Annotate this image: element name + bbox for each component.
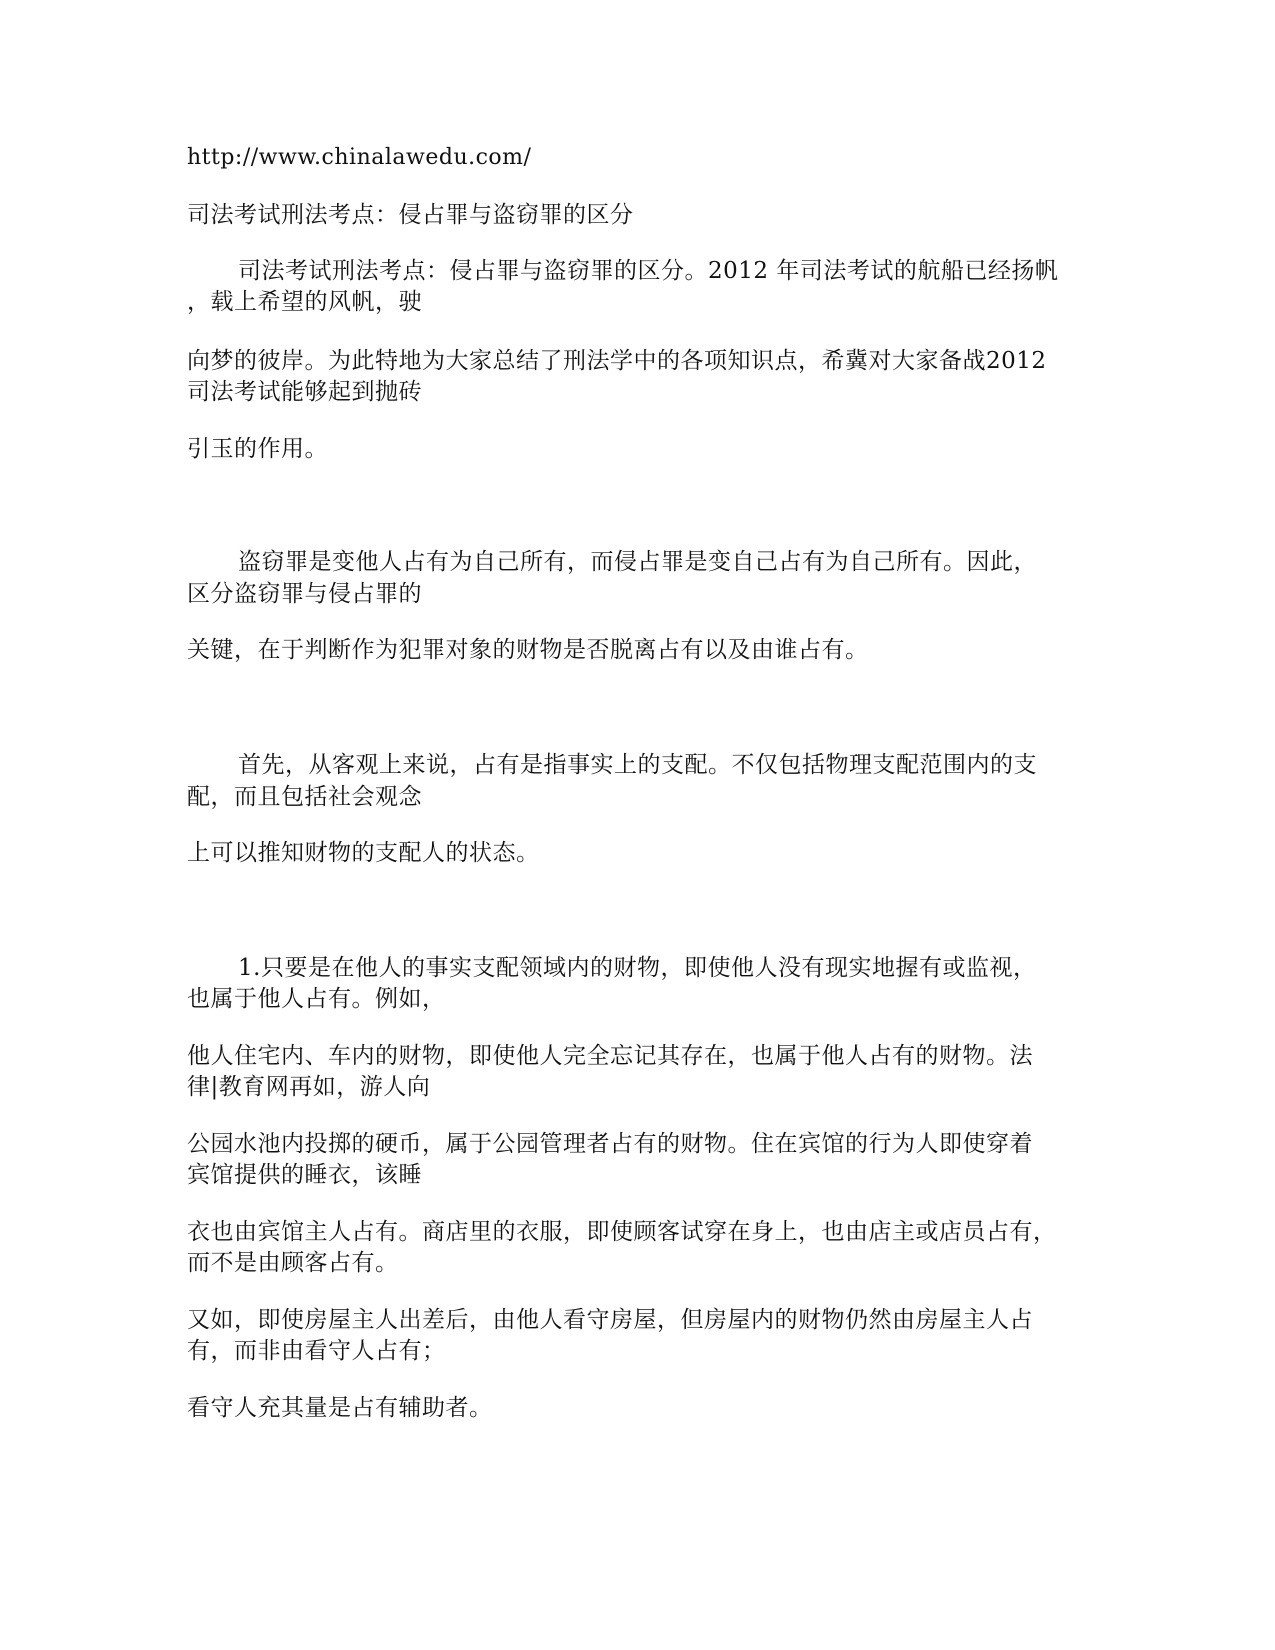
paragraph-4-line-9: 又如，即使房屋主人出差后，由他人看守房屋，但房屋内的财物仍然由房屋主人占: [187, 1307, 1033, 1333]
paragraph-1-line-4: 司法考试能够起到抛砖: [187, 379, 422, 405]
source-url: http://www.chinalawedu.com/: [187, 145, 532, 170]
paragraph-4-line-2: 也属于他人占有。例如，: [187, 986, 446, 1012]
paragraph-2-line-3: 关键，在于判断作为犯罪对象的财物是否脱离占有以及由谁占有。: [187, 637, 869, 663]
paragraph-3-line-3: 上可以推知财物的支配人的状态。: [187, 840, 540, 866]
paragraph-4-line-6: 宾馆提供的睡衣，该睡: [187, 1162, 422, 1188]
paragraph-4-line-1: 1.只要是在他人的事实支配领域内的财物，即使他人没有现实地握有或监视，: [238, 955, 1037, 981]
paragraph-4-line-5: 公园水池内投掷的硬币，属于公园管理者占有的财物。住在宾馆的行为人即使穿着: [187, 1131, 1033, 1157]
paragraph-3-line-2: 配，而且包括社会观念: [187, 784, 422, 810]
paragraph-4-line-3: 他人住宅内、车内的财物，即使他人完全忘记其存在，也属于他人占有的财物。法: [187, 1043, 1033, 1069]
paragraph-4-line-4: 律|教育网再如，游人向: [187, 1074, 431, 1100]
paragraph-4-line-8: 而不是由顾客占有。: [187, 1250, 399, 1276]
paragraph-4-line-7: 衣也由宾馆主人占有。商店里的衣服，即使顾客试穿在身上，也由店主或店员占有，: [187, 1219, 1057, 1245]
paragraph-4-line-10: 有，而非由看守人占有；: [187, 1338, 446, 1364]
paragraph-1-line-1: 司法考试刑法考点：侵占罪与盗窃罪的区分。2012 年司法考试的航船已经扬帆: [238, 258, 1059, 284]
paragraph-2-line-2: 区分盗窃罪与侵占罪的: [187, 581, 422, 607]
paragraph-4-line-11: 看守人充其量是占有辅助者。: [187, 1395, 493, 1421]
paragraph-1-line-5: 引玉的作用。: [187, 436, 328, 462]
paragraph-3-line-1: 首先，从客观上来说，占有是指事实上的支配。不仅包括物理支配范围内的支: [238, 752, 1037, 778]
paragraph-1-line-2: ，载上希望的风帆，驶: [187, 289, 422, 315]
document-title: 司法考试刑法考点：侵占罪与盗窃罪的区分: [187, 202, 634, 228]
paragraph-2-line-1: 盗窃罪是变他人占有为自己所有，而侵占罪是变自己占有为自己所有。因此，: [238, 549, 1037, 575]
paragraph-1-line-3: 向梦的彼岸。为此特地为大家总结了刑法学中的各项知识点，希冀对大家备战2012: [187, 348, 1047, 374]
